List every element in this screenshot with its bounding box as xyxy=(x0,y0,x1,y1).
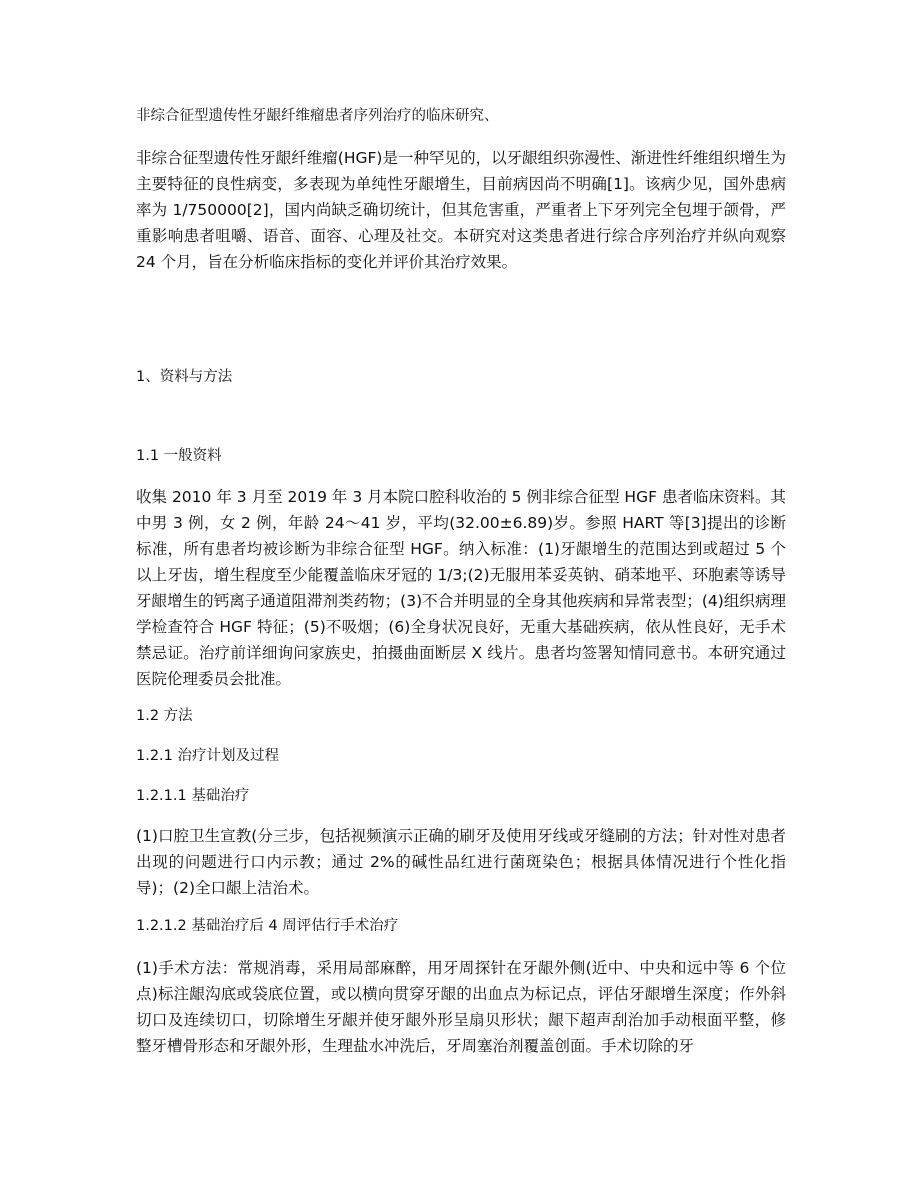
section-1-2-1-1-paragraph: (1)口腔卫生宣教(分三步，包括视频演示正确的刷牙及使用牙线或牙缝刷的方法；针对性对患者出现的问题进行口内示教；通过 2%的碱性品红进行菌斑染色；根据具体情况进行个性化指导)；(2)全口龈上洁治术。 xyxy=(136,827,786,897)
section-1-2-1-1-heading: 1.2.1.1 基础治疗 xyxy=(136,788,250,804)
document-title: 非综合征型遗传性牙龈纤维瘤患者序列治疗的临床研究、 xyxy=(136,108,499,124)
section-1-1-paragraph: 收集 2010 年 3 月至 2019 年 3 月本院口腔科收治的 5 例非综合征型 HGF 患者临床资料。其中男 3 例，女 2 例，年龄 24～41 岁，平均(32.00±6.89)岁。参照 HART 等[3]提出的诊断标准，所有患者均被诊断为非综合征型 HGF。纳入标准：(1)牙龈增生的范围达到或超过 5 个以上牙齿，增生程度至少能覆盖临床牙冠的 1/3;(2)无服用苯妥英钠、硝苯地平、环胞素等诱导牙龈增生的钙离子通道阻滞剂类药物；(3)不合并明显的全身其他疾病和异常表型；(4)组织病理学检查符合 HGF 特征；(5)不吸烟；(6)全身状况良好，无重大基础疾病，依从性良好，无手术禁忌证。治疗前详细询问家族史，拍摄曲面断层 X 线片。患者均签署知情同意书。本研究通过医院伦理委员会批准。 xyxy=(136,488,786,688)
section-1-heading: 1、资料与方法 xyxy=(136,369,233,385)
section-1-2-1-2-heading: 1.2.1.2 基础治疗后 4 周评估行手术治疗 xyxy=(136,918,399,934)
section-1-2-1-heading: 1.2.1 治疗计划及过程 xyxy=(136,748,280,764)
intro-paragraph: 非综合征型遗传性牙龈纤维瘤(HGF)是一种罕见的，以牙龈组织弥漫性、渐进性纤维组织增生为主要特征的良性病变，多表现为单纯性牙龈增生，目前病因尚不明确[1]。该病少见，国外患病率为 1/750000[2]，国内尚缺乏确切统计，但其危害重，严重者上下牙列完全包埋于颌骨，严重影响患者咀嚼、语音、面容、心理及社交。本研究对这类患者进行综合序列治疗并纵向观察 24 个月，旨在分析临床指标的变化并评价其治疗效果。 xyxy=(136,149,786,271)
section-1-2-1-2-paragraph: (1)手术方法：常规消毒，采用局部麻醉，用牙周探针在牙龈外侧(近中、中央和远中等 6 个位点)标注龈沟底或袋底位置，或以横向贯穿牙龈的出血点为标记点，评估牙龈增生深度；作外斜切口及连续切口，切除增生牙龈并使牙龈外形呈扇贝形状；龈下超声刮治加手动根面平整，修整牙槽骨形态和牙龈外形，生理盐水冲洗后，牙周塞治剂覆盖创面。手术切除的牙 xyxy=(136,959,786,1055)
section-1-2-heading: 1.2 方法 xyxy=(136,708,193,724)
section-1-1-heading: 1.1 一般资料 xyxy=(136,448,222,464)
